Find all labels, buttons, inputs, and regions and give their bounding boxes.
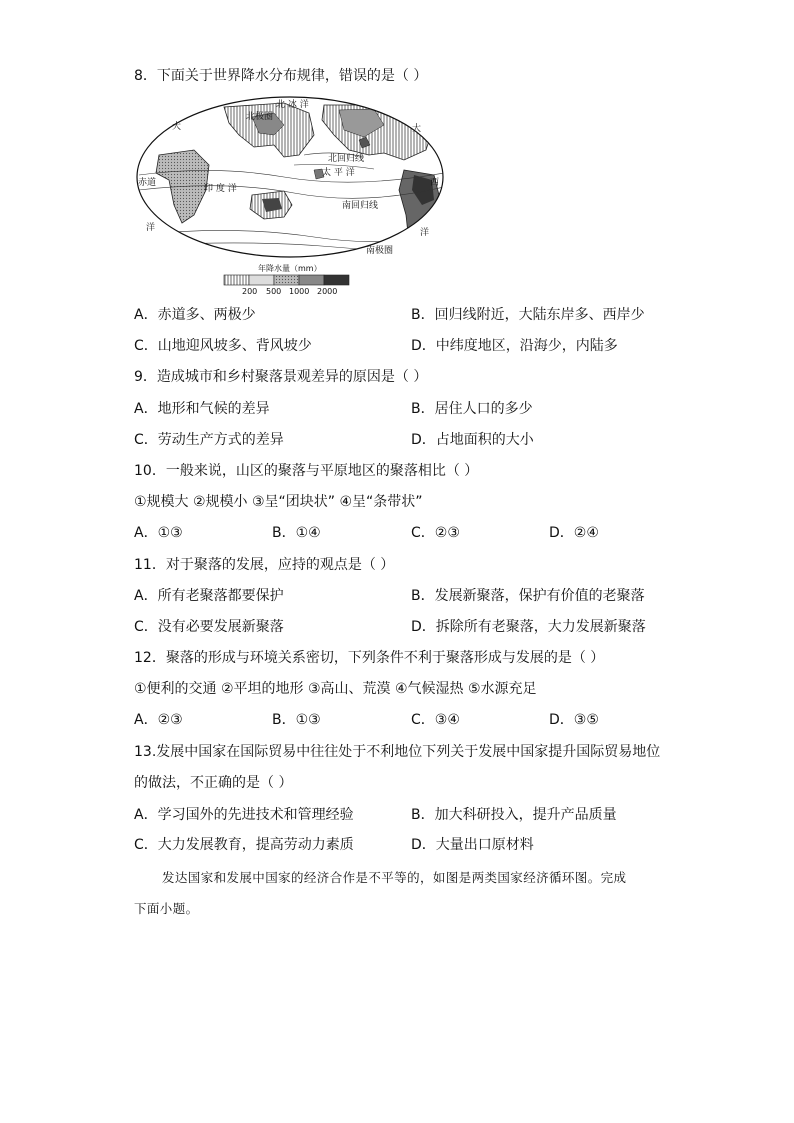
q10-option-d[interactable]: D．②④	[549, 525, 599, 541]
q9-option-d[interactable]: D．占地面积的大小	[411, 432, 534, 448]
legend-tick-1000: 1000	[289, 287, 310, 295]
q12-option-b[interactable]: B．①③	[272, 712, 321, 728]
q13-option-a[interactable]: A．学习国外的先进技术和管理经验	[134, 807, 354, 823]
legend-tick-2000: 2000	[317, 287, 338, 295]
label-arctic-circle: 北极圈	[246, 112, 274, 122]
question-10-stem: 10．一般来说，山区的聚落与平原地区的聚落相比（ ）	[134, 463, 479, 479]
q8-option-d[interactable]: D．中纬度地区，沿海少，内陆多	[411, 338, 618, 354]
label-yang-right: 洋	[420, 228, 430, 238]
q12-option-a[interactable]: A．②③	[134, 712, 183, 728]
label-tropic-of-capricorn: 南回归线	[342, 201, 379, 211]
question-13-stem-line2: 的做法，不正确的是（ ）	[134, 775, 293, 791]
label-arctic-ocean: 北 冰 洋	[276, 100, 309, 110]
question-10-items: ①规模大 ②规模小 ③呈“团块状” ④呈“条带状”	[134, 494, 423, 510]
label-yang-left: 洋	[146, 223, 156, 233]
label-da-right: 大	[412, 124, 422, 134]
precipitation-legend	[224, 275, 349, 295]
q8-option-c[interactable]: C．山地迎风坡多、背风坡少	[134, 338, 312, 354]
question-13-stem-line1: 13.发展中国家在国际贸易中往往处于不利地位下列关于发展中国家提升国际贸易地位	[134, 744, 661, 760]
q11-option-c[interactable]: C．没有必要发展新聚落	[134, 619, 284, 635]
label-da-left: 大	[172, 122, 182, 132]
legend-tick-500: 500	[266, 287, 282, 295]
q9-option-a[interactable]: A．地形和气候的差异	[134, 401, 270, 417]
q9-option-c[interactable]: C．劳动生产方式的差异	[134, 432, 284, 448]
q13-option-d[interactable]: D．大量出口原材料	[411, 837, 534, 853]
world-precipitation-map	[134, 95, 446, 295]
label-antarctic-circle: 南极圈	[366, 246, 394, 256]
q10-option-a[interactable]: A．①③	[134, 525, 183, 541]
q8-option-b[interactable]: B．回归线附近，大陆东岸多、西岸少	[411, 307, 645, 323]
q11-option-b[interactable]: B．发展新聚落，保护有价值的老聚落	[411, 588, 645, 604]
q11-option-d[interactable]: D．拆除所有老聚落，大力发展新聚落	[411, 619, 646, 635]
legend-tick-200: 200	[242, 287, 258, 295]
label-indian-ocean: 印 度 洋	[204, 184, 237, 194]
question-12-items: ①便利的交通 ②平坦的地形 ③高山、荒漠 ④气候湿热 ⑤水源充足	[134, 681, 537, 697]
label-xi: 西	[430, 178, 440, 188]
q13-option-c[interactable]: C．大力发展教育，提高劳动力素质	[134, 837, 354, 853]
legend-title: 年降水量（mm）	[258, 264, 322, 273]
q13-option-b[interactable]: B．加大科研投入，提升产品质量	[411, 807, 617, 823]
q8-option-a[interactable]: A．赤道多、两极少	[134, 307, 256, 323]
label-pacific-ocean: 太 平 洋	[322, 168, 355, 178]
q9-option-b[interactable]: B．居住人口的多少	[411, 401, 533, 417]
q12-option-d[interactable]: D．③⑤	[549, 712, 599, 728]
question-8-stem: 8．下面关于世界降水分布规律，错误的是（ ）	[134, 68, 428, 84]
question-9-stem: 9．造成城市和乡村聚落景观差异的原因是（ ）	[134, 369, 428, 385]
q11-option-a[interactable]: A．所有老聚落都要保护	[134, 588, 284, 604]
question-11-stem: 11．对于聚落的发展，应持的观点是（ ）	[134, 557, 395, 573]
intro-line-2: 下面小题。	[134, 901, 199, 916]
q10-option-b[interactable]: B．①④	[272, 525, 321, 541]
intro-line-1: 发达国家和发展中国家的经济合作是不平等的，如图是两类国家经济循环图。完成	[162, 870, 627, 885]
label-equator: 赤道	[138, 178, 157, 188]
question-12-stem: 12．聚落的形成与环境关系密切，下列条件不利于聚落形成与发展的是（ ）	[134, 650, 605, 666]
label-tropic-of-cancer: 北回归线	[328, 154, 365, 164]
q12-option-c[interactable]: C．③④	[411, 712, 460, 728]
q10-option-c[interactable]: C．②③	[411, 525, 460, 541]
